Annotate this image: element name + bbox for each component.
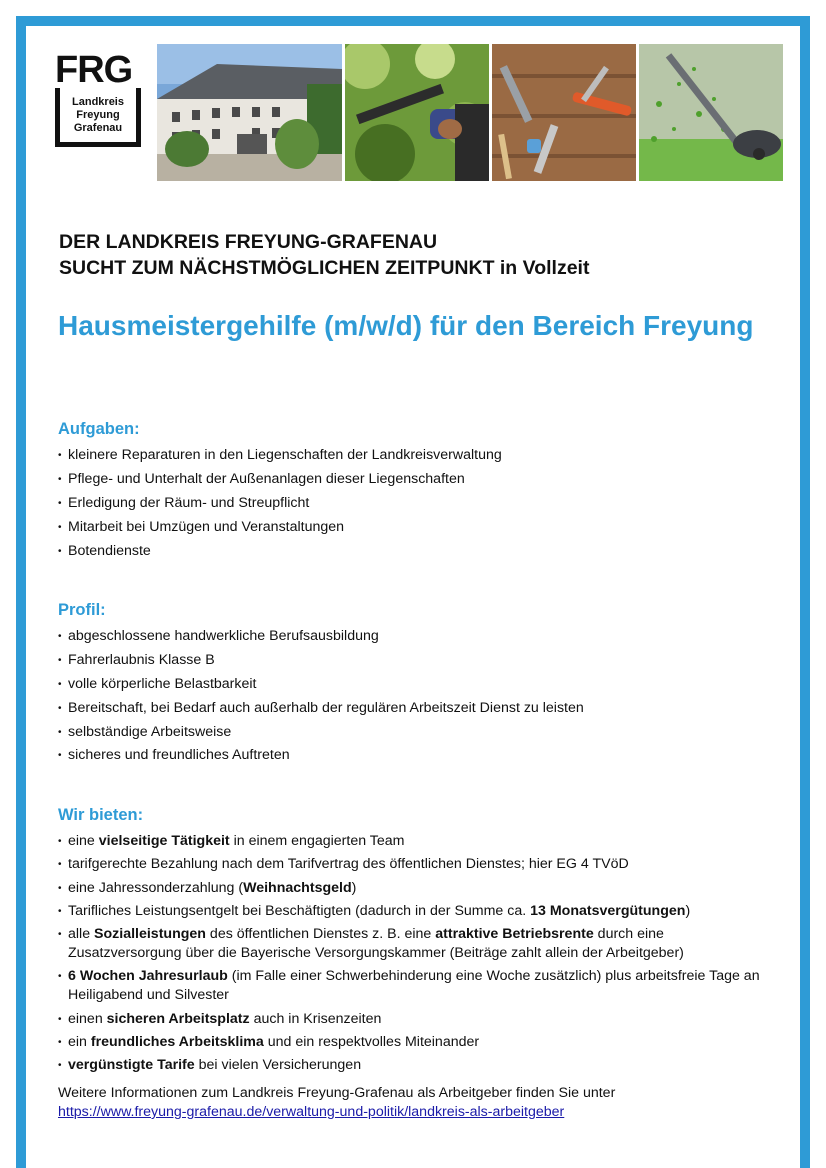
intro-line-1: DER LANDKREIS FREYUNG-GRAFENAU xyxy=(59,231,438,253)
photo-tools xyxy=(492,44,636,181)
highlight-text: freundliches Arbeitsklima xyxy=(90,1034,264,1051)
wir-bieten-item xyxy=(58,1033,778,1052)
frg-logo xyxy=(55,49,141,147)
wir-bieten-item xyxy=(58,1056,778,1075)
profil-item: • abgeschlossene handwerkliche Berufsausbildung xyxy=(58,627,778,646)
item-text: ein xyxy=(68,1034,91,1051)
logo-line-1: Landkreis xyxy=(72,95,124,108)
logo-line-2: Freyung xyxy=(76,108,120,121)
job-title: Hausmeistergehilfe (m/w/d) für den Bereich Freyung xyxy=(58,310,754,341)
wir-bieten-item xyxy=(58,832,778,851)
employer-info-link[interactable]: https://www.freyung-grafenau.de/verwaltung-und-politik/landkreis-als-arbeitgeber xyxy=(58,1104,565,1120)
profil-item: • Bereitschaft, bei Bedarf auch außerhalb der regulären Arbeitszeit Dienst zu leisten xyxy=(58,699,778,718)
item-text: durch eine Zusatzversorgung über die Bayerische Versorgungskammer (Beiträge zahlt allein der Arbeitgeber) xyxy=(68,926,684,962)
aufgaben-item: • Mitarbeit bei Umzügen und Veranstaltungen xyxy=(58,518,778,537)
wir-bieten-list xyxy=(58,832,778,1080)
highlight-text: sicheren Arbeitsplatz xyxy=(106,1010,250,1027)
intro-line-2: SUCHT ZUM NÄCHSTMÖGLICHEN ZEITPUNKT in Vollzeit xyxy=(59,257,590,279)
highlight-text: Sozialleistungen xyxy=(94,926,206,943)
highlight-text: vergünstigte Tarife xyxy=(68,1057,195,1074)
profil-item: • volle körperliche Belastbarkeit xyxy=(58,675,778,694)
profil-list xyxy=(58,627,778,770)
wir-bieten-item xyxy=(58,1010,778,1029)
item-text: alle xyxy=(68,926,95,943)
highlight-text: Weihnachtsgeld xyxy=(243,879,352,896)
wir-bieten-item xyxy=(58,925,778,963)
aufgaben-item: • Erledigung der Räum- und Streupflicht xyxy=(58,494,778,513)
photo-hedge-trimmer xyxy=(345,44,489,181)
wir-bieten-item xyxy=(58,902,778,921)
highlight-text: vielseitige Tätigkeit xyxy=(98,833,230,849)
aufgaben-item: • Botendienste xyxy=(58,542,778,561)
item-text: und ein respektvolles Miteinander xyxy=(263,1034,480,1051)
logo-line-3: Grafenau xyxy=(73,121,123,134)
item-text: (im Falle einer Schwerbehinderung eine Woche zusätzlich) plus arbeitsfreie Tage an Heiligabend und Silvester xyxy=(68,968,760,1004)
logo-box xyxy=(55,88,141,147)
aufgaben-list xyxy=(58,446,778,565)
item-text: ) xyxy=(351,879,357,896)
item-text: einen xyxy=(68,1010,107,1027)
aufgaben-heading: Aufgaben: xyxy=(58,420,140,438)
aufgaben-item: • kleinere Reparaturen in den Liegenschaften der Landkreisverwaltung xyxy=(58,446,778,465)
highlight-text: 6 Wochen Jahresurlaub xyxy=(68,968,228,985)
item-text: eine xyxy=(68,833,99,849)
intro-heading xyxy=(59,229,589,281)
item-text: eine Jahressonderzahlung ( xyxy=(68,879,244,896)
item-text: ) xyxy=(685,902,691,919)
profil-item: • sicheres und freundliches Auftreten xyxy=(58,746,778,765)
wir-bieten-item xyxy=(58,855,778,874)
aufgaben-item: • Pflege- und Unterhalt der Außenanlagen dieser Liegenschaften xyxy=(58,470,778,489)
photo-building xyxy=(157,44,342,181)
profil-heading: Profil: xyxy=(58,601,106,619)
item-text: auch in Krisenzeiten xyxy=(249,1010,382,1027)
profil-item: • Fahrerlaubnis Klasse B xyxy=(58,651,778,670)
wir-bieten-item xyxy=(58,879,778,898)
item-text: Tarifliches Leistungsentgelt bei Beschäftigten (dadurch in der Summe ca. xyxy=(68,902,531,919)
item-text: des öffentlichen Dienstes z. B. eine xyxy=(205,926,436,943)
footer-info-text: Weitere Informationen zum Landkreis Freyung-Grafenau als Arbeitgeber finden Sie unter xyxy=(58,1085,616,1101)
wir-bieten-item xyxy=(58,967,778,1005)
item-text: tarifgerechte Bezahlung nach dem Tarifvertrag des öffentlichen Dienstes; hier EG 4 TVöD xyxy=(68,856,629,873)
logo-abbr: FRG xyxy=(55,49,133,91)
profil-item: • selbständige Arbeitsweise xyxy=(58,723,778,742)
photo-lawn-mower xyxy=(639,44,783,181)
item-text: bei vielen Versicherungen xyxy=(194,1057,362,1074)
highlight-text: 13 Monatsvergütungen xyxy=(530,902,686,919)
wir-bieten-heading: Wir bieten: xyxy=(58,806,144,824)
highlight-text: attraktive Betriebsrente xyxy=(435,926,594,943)
item-text: in einem engagierten Team xyxy=(229,833,405,849)
